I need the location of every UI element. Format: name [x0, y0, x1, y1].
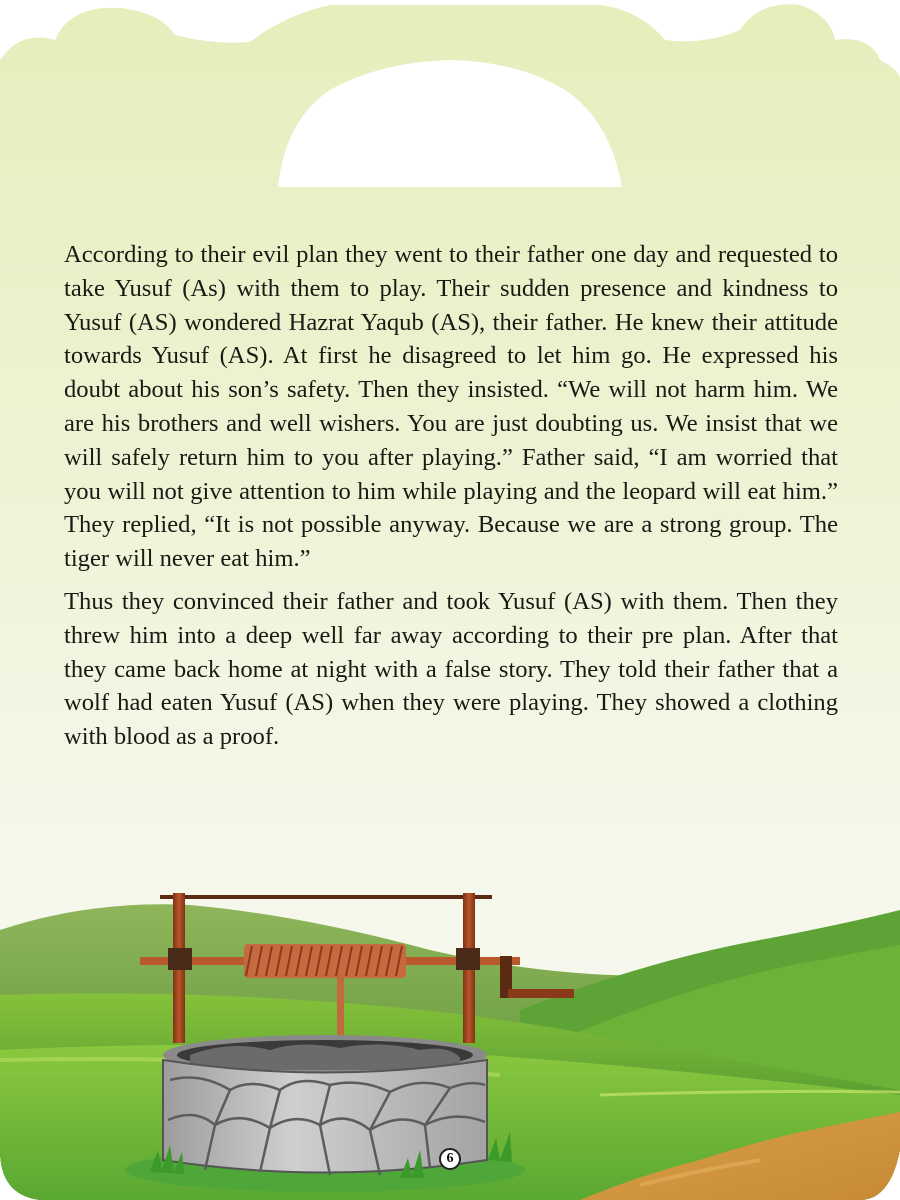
story-paragraph-1: According to their evil plan they went to their father one day and requested to take Yusuf (As) with them to play. Their sudden presence and kindness to Yusuf (AS) wondered Hazrat Yaqub (AS), their father. He knew their attitude towards Yusuf (AS). At first he disagreed to let him go. He expressed his doubt about his son’s safety. Then they insisted. “We will not harm him. We are his brothers and well wishers. You are just doubting us. We insist that we will safely return him to you after playing.” Father said, “I am worried that you will not give attention to him while playing and the leopard will eat him.” They replied, “It is not possible anyway. Because we are a strong group. The tiger will never eat him.”	[64, 241, 838, 573]
page-number-badge: 6	[439, 1148, 461, 1170]
story-text	[64, 238, 838, 754]
story-paragraph-2: Thus they convinced their father and took Yusuf (AS) with them. Then they threw him into a deep well far away according to their pre plan. After that they came back home at night with a false story. They told their father that a wolf had eaten Yusuf (AS) when they were playing. They showed a clothing with blood as a proof.	[64, 587, 838, 751]
